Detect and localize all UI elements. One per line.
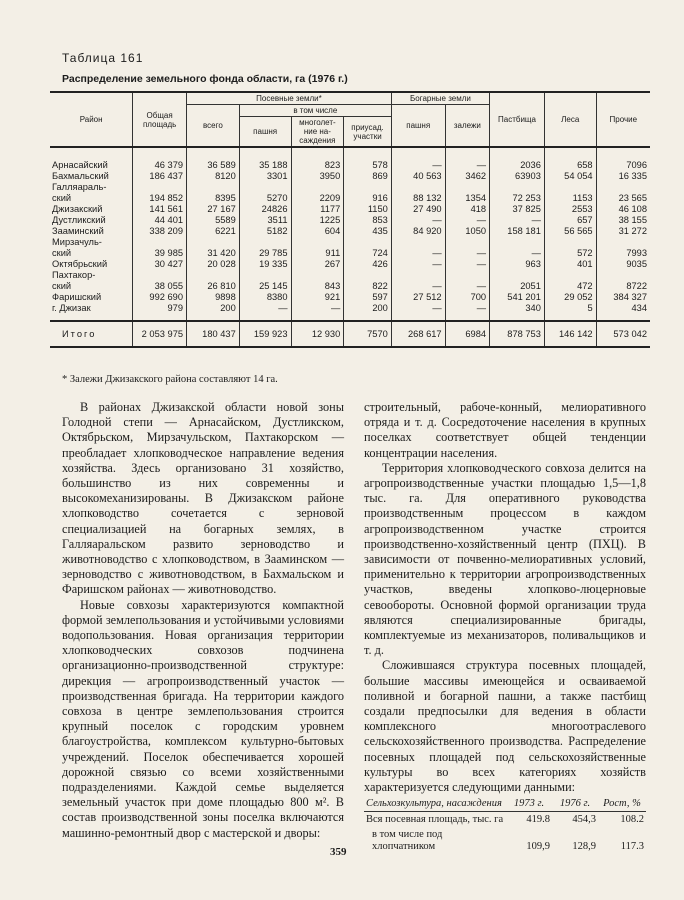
crops-table xyxy=(364,797,646,854)
district-name: Джизакский xyxy=(50,204,133,215)
land-table-body xyxy=(50,147,650,321)
table-cell: 724 xyxy=(344,248,392,259)
table-cell xyxy=(391,237,445,248)
total-cell: 878 753 xyxy=(490,321,545,347)
table-cell: 7993 xyxy=(596,248,650,259)
crops-row xyxy=(364,827,646,854)
crops-cell: в том числе под хлопчатником xyxy=(372,829,443,852)
table-cell xyxy=(596,270,650,281)
table-footnote: * Залежи Джизакского района составляют 14 га. xyxy=(62,374,278,385)
district-name: Пахтакор- xyxy=(50,270,133,281)
crops-cell: 128,9 xyxy=(572,840,596,852)
table-cell: — xyxy=(391,147,445,171)
table-cell: 869 xyxy=(344,171,392,182)
crops-cell: Вся посевная площадь, тыс. га xyxy=(366,813,504,825)
table-cell: — xyxy=(445,281,489,292)
table-cell xyxy=(291,270,344,281)
table-cell: 141 561 xyxy=(133,204,187,215)
table-cell: 6221 xyxy=(187,226,240,237)
table-cell: 401 xyxy=(544,259,596,270)
table-row xyxy=(50,292,650,303)
table-cell: 63903 xyxy=(490,171,545,182)
total-cell: 6984 xyxy=(445,321,489,347)
district-name: Октябрьский xyxy=(50,259,133,270)
table-row xyxy=(50,281,650,292)
table-cell: — xyxy=(291,303,344,321)
table-cell: 8380 xyxy=(239,292,291,303)
table-cell: 3462 xyxy=(445,171,489,182)
header-sown-lands: Посевные земли* xyxy=(187,92,392,105)
table-cell: 56 565 xyxy=(544,226,596,237)
district-name: Зааминский xyxy=(50,226,133,237)
table-cell: 340 xyxy=(490,303,545,321)
district-name: Мирзачуль- xyxy=(50,237,133,248)
district-name: Бахмальский xyxy=(50,171,133,182)
table-cell xyxy=(391,182,445,193)
table-cell: 9035 xyxy=(596,259,650,270)
total-cell: 146 142 xyxy=(544,321,596,347)
table-row xyxy=(50,248,650,259)
table-cell: 5589 xyxy=(187,215,240,226)
total-cell: 2 053 975 xyxy=(133,321,187,347)
header-homestead: приусад. участки xyxy=(344,117,392,148)
total-cell: 268 617 xyxy=(391,321,445,347)
table-cell: 418 xyxy=(445,204,489,215)
table-cell: 472 xyxy=(544,281,596,292)
table-cell xyxy=(544,182,596,193)
table-cell: 72 253 xyxy=(490,193,545,204)
table-cell: 31 272 xyxy=(596,226,650,237)
table-cell: 16 335 xyxy=(596,171,650,182)
table-cell: 46 379 xyxy=(133,147,187,171)
table-cell xyxy=(490,270,545,281)
table-cell: 979 xyxy=(133,303,187,321)
table-cell xyxy=(344,182,392,193)
crops-cell: 454,3 xyxy=(572,813,596,825)
table-cell: — xyxy=(445,248,489,259)
table-cell: — xyxy=(391,248,445,259)
table-cell: 158 181 xyxy=(490,226,545,237)
table-row xyxy=(50,147,650,171)
table-cell xyxy=(239,237,291,248)
table-cell: — xyxy=(239,303,291,321)
table-cell: 426 xyxy=(344,259,392,270)
table-cell xyxy=(490,237,545,248)
table-cell: 5182 xyxy=(239,226,291,237)
table-cell xyxy=(133,182,187,193)
table-cell: 1150 xyxy=(344,204,392,215)
table-row xyxy=(50,237,650,248)
table-cell xyxy=(187,237,240,248)
table-cell: — xyxy=(445,147,489,171)
table-row xyxy=(50,204,650,215)
table-cell: 39 985 xyxy=(133,248,187,259)
table-cell: — xyxy=(391,303,445,321)
table-cell: 1354 xyxy=(445,193,489,204)
table-cell: — xyxy=(445,303,489,321)
header-pasture: Пастбища xyxy=(490,92,545,147)
table-cell: 36 589 xyxy=(187,147,240,171)
table-cell: 37 825 xyxy=(490,204,545,215)
total-cell: 12 930 xyxy=(291,321,344,347)
table-cell xyxy=(291,182,344,193)
table-row xyxy=(50,182,650,193)
table-row xyxy=(50,215,650,226)
table-cell: 597 xyxy=(344,292,392,303)
table-cell: 435 xyxy=(344,226,392,237)
crops-header: 1976 г. xyxy=(552,797,598,811)
table-cell: 27 512 xyxy=(391,292,445,303)
district-name: ский xyxy=(50,281,133,292)
district-name: Дустликский xyxy=(50,215,133,226)
table-cell: — xyxy=(391,259,445,270)
table-cell xyxy=(445,270,489,281)
total-cell: 7570 xyxy=(344,321,392,347)
header-of-which: в том числе xyxy=(239,105,391,117)
table-cell: 658 xyxy=(544,147,596,171)
table-cell: 1225 xyxy=(291,215,344,226)
header-fallow: залежи xyxy=(445,105,489,148)
table-cell: 5270 xyxy=(239,193,291,204)
table-cell xyxy=(544,270,596,281)
table-cell: 267 xyxy=(291,259,344,270)
table-cell: 1153 xyxy=(544,193,596,204)
table-cell: 911 xyxy=(291,248,344,259)
table-cell: 7096 xyxy=(596,147,650,171)
table-row xyxy=(50,226,650,237)
paragraph: Сложившаяся структура посевных площадей, большие массивы имеющейся и осваиваемой поливной и богарной пашни, а также пастбищ создали предпосылки для ведения в области комплексного многоотраслевого сельскохозяйственного производства. Распределение посевных площадей под сельскохозяйственные культуры во всех категориях хозяйств характеризуется следующими данными: xyxy=(364,658,646,795)
table-cell: 25 145 xyxy=(239,281,291,292)
table-cell: 572 xyxy=(544,248,596,259)
header-rainfed-arable: пашня xyxy=(391,105,445,148)
text-column-left xyxy=(62,400,344,841)
crops-header: Сельхозкультура, насаждения xyxy=(364,797,506,811)
table-row xyxy=(50,270,650,281)
table-cell: 853 xyxy=(344,215,392,226)
crops-cell: 117.3 xyxy=(620,840,644,852)
table-cell: 916 xyxy=(344,193,392,204)
table-cell: 541 201 xyxy=(490,292,545,303)
table-cell: 823 xyxy=(291,147,344,171)
header-other: Прочие xyxy=(596,92,650,147)
table-cell: 24826 xyxy=(239,204,291,215)
table-cell: 31 420 xyxy=(187,248,240,259)
crops-row xyxy=(364,811,646,827)
table-cell: — xyxy=(391,281,445,292)
table-cell: 3511 xyxy=(239,215,291,226)
table-cell: 657 xyxy=(544,215,596,226)
table-cell: — xyxy=(445,259,489,270)
table-cell xyxy=(391,270,445,281)
total-label: Итого xyxy=(50,321,133,347)
table-cell xyxy=(133,270,187,281)
header-rainfed-lands: Богарные земли xyxy=(391,92,489,105)
table-cell: 1177 xyxy=(291,204,344,215)
crops-cell: 419.8 xyxy=(526,813,550,825)
table-cell: 963 xyxy=(490,259,545,270)
table-cell: 200 xyxy=(344,303,392,321)
table-caption: Распределение земельного фонда области, га (1976 г.) xyxy=(62,73,348,85)
district-name: г. Джизак xyxy=(50,303,133,321)
table-cell: 40 563 xyxy=(391,171,445,182)
text-column-right xyxy=(364,400,646,854)
table-cell xyxy=(344,270,392,281)
table-cell xyxy=(187,270,240,281)
table-cell: 84 920 xyxy=(391,226,445,237)
table-cell: 8120 xyxy=(187,171,240,182)
total-cell: 159 923 xyxy=(239,321,291,347)
land-fund-table xyxy=(50,91,650,348)
table-cell: 2553 xyxy=(544,204,596,215)
table-cell: 194 852 xyxy=(133,193,187,204)
table-cell: 992 690 xyxy=(133,292,187,303)
district-name: ский xyxy=(50,248,133,259)
table-cell xyxy=(445,182,489,193)
table-cell: 54 054 xyxy=(544,171,596,182)
table-cell: — xyxy=(490,215,545,226)
table-cell: 8395 xyxy=(187,193,240,204)
table-cell xyxy=(239,270,291,281)
table-cell: 3301 xyxy=(239,171,291,182)
table-cell xyxy=(596,237,650,248)
district-name: Галляараль- xyxy=(50,182,133,193)
table-cell xyxy=(596,182,650,193)
table-cell: 3950 xyxy=(291,171,344,182)
header-total-area: Общая площадь xyxy=(133,92,187,147)
table-cell: 38 055 xyxy=(133,281,187,292)
table-cell: 27 490 xyxy=(391,204,445,215)
district-name: ский xyxy=(50,193,133,204)
table-cell: 1050 xyxy=(445,226,489,237)
table-cell: 2209 xyxy=(291,193,344,204)
table-cell: 20 028 xyxy=(187,259,240,270)
crops-cell: 108.2 xyxy=(620,813,644,825)
table-cell: 23 565 xyxy=(596,193,650,204)
header-all: всего xyxy=(187,105,240,148)
table-cell: — xyxy=(391,215,445,226)
table-cell xyxy=(445,237,489,248)
table-cell: 700 xyxy=(445,292,489,303)
table-cell: — xyxy=(490,248,545,259)
table-cell: 186 437 xyxy=(133,171,187,182)
crops-cell: 109,9 xyxy=(526,840,550,852)
total-cell: 180 437 xyxy=(187,321,240,347)
table-row xyxy=(50,303,650,321)
paragraph: строительный, рабоче-конный, мелиоративного отряда и т. д. Сосредоточение населения в крупных поселках соответствует общей тенденции концентрации населения. xyxy=(364,400,646,460)
table-cell: 44 401 xyxy=(133,215,187,226)
table-cell: 38 155 xyxy=(596,215,650,226)
table-cell: 35 188 xyxy=(239,147,291,171)
table-cell: 46 108 xyxy=(596,204,650,215)
table-cell xyxy=(344,237,392,248)
table-cell: 200 xyxy=(187,303,240,321)
table-cell: 88 132 xyxy=(391,193,445,204)
table-cell: 30 427 xyxy=(133,259,187,270)
table-cell: 604 xyxy=(291,226,344,237)
table-cell: 384 327 xyxy=(596,292,650,303)
table-cell xyxy=(187,182,240,193)
header-perennial: многолет- ние на- саждения xyxy=(291,117,344,148)
district-name: Арнасайский xyxy=(50,147,133,171)
page-number: 359 xyxy=(330,846,347,858)
table-row xyxy=(50,171,650,182)
table-cell xyxy=(490,182,545,193)
table-cell: 434 xyxy=(596,303,650,321)
table-cell: 2051 xyxy=(490,281,545,292)
table-cell xyxy=(291,237,344,248)
land-fund-table-wrap xyxy=(50,91,650,348)
table-cell xyxy=(239,182,291,193)
table-cell: 8722 xyxy=(596,281,650,292)
table-cell: 338 209 xyxy=(133,226,187,237)
paragraph: В районах Джизакской области новой зоны Голодной степи — Арнасайском, Дустликском, Октябрьском, Мирзачульском, Пахтакорском — преобладает хлопководческое направление ведения хозяйства. Здесь организовано 31 хозяйство, большинство из них современны и высокомеханизированы. В Джизакском районе хлопководство сочетается с зерновой специализацией на богарных землях, в Галляаральском развито зерноводство и животноводство с хлопководством, в Зааминском — зерноводство с животноводством, в Бахмальском и Фаришском районах — животноводство. xyxy=(62,400,344,597)
paragraph: Территория хлопководческого совхоза делится на агропроизводственные участки площадью 1,5—1,8 тыс. га. Для оперативного руководства производственным процессом в каждом агропроизводственном участке строится производственно-хозяйственный центр (ПХЦ). В зависимости от почвенно-мелиоративных условий, применительно к территории агропроизводственных участков, введены хлопково-люцерновые севообороты. Основной формой организации труда являются специализированные бригады, комплектуемые из механизаторов, поливальщиков и т. д. xyxy=(364,460,646,658)
paragraph: Новые совхозы характеризуются компактной формой землепользования и устойчивыми условиями водопользования. Новая организация территории хлопководческих совхозов подчинена организационно-производственной структуре: дирекция — агропроизводственный участок — производственная бригада. На территории каждого совхоза в центре землепользования строится крупный поселок с городским уровнем благоустройства, комплексом культурно-бытовых учреждений. Поселок обеспечивается хорошей дорожной связью со всеми хозяйственными подразделениями. Каждой семье выделяется земельный участок при доме площадью 800 м². В состав производственной зоны поселка включаются машинно-ремонтный двор с мастерской и дворы: xyxy=(62,597,344,840)
table-cell: 2036 xyxy=(490,147,545,171)
total-row xyxy=(50,321,650,347)
table-cell: 29 785 xyxy=(239,248,291,259)
table-cell: 29 052 xyxy=(544,292,596,303)
table-row xyxy=(50,193,650,204)
crops-header: 1973 г. xyxy=(506,797,552,811)
header-district: Район xyxy=(50,92,133,147)
total-cell: 573 042 xyxy=(596,321,650,347)
table-cell: 578 xyxy=(344,147,392,171)
table-number: Таблица 161 xyxy=(62,51,144,65)
table-cell xyxy=(133,237,187,248)
table-cell: 19 335 xyxy=(239,259,291,270)
table-cell: 921 xyxy=(291,292,344,303)
table-cell: — xyxy=(445,215,489,226)
crops-header: Рост, % xyxy=(598,797,646,811)
district-name: Фаришский xyxy=(50,292,133,303)
table-cell: 26 810 xyxy=(187,281,240,292)
table-cell: 822 xyxy=(344,281,392,292)
table-row xyxy=(50,259,650,270)
table-cell: 9898 xyxy=(187,292,240,303)
header-arable: пашня xyxy=(239,117,291,148)
table-cell: 27 167 xyxy=(187,204,240,215)
table-cell: 5 xyxy=(544,303,596,321)
header-forest: Леса xyxy=(544,92,596,147)
table-cell xyxy=(544,237,596,248)
table-cell: 843 xyxy=(291,281,344,292)
